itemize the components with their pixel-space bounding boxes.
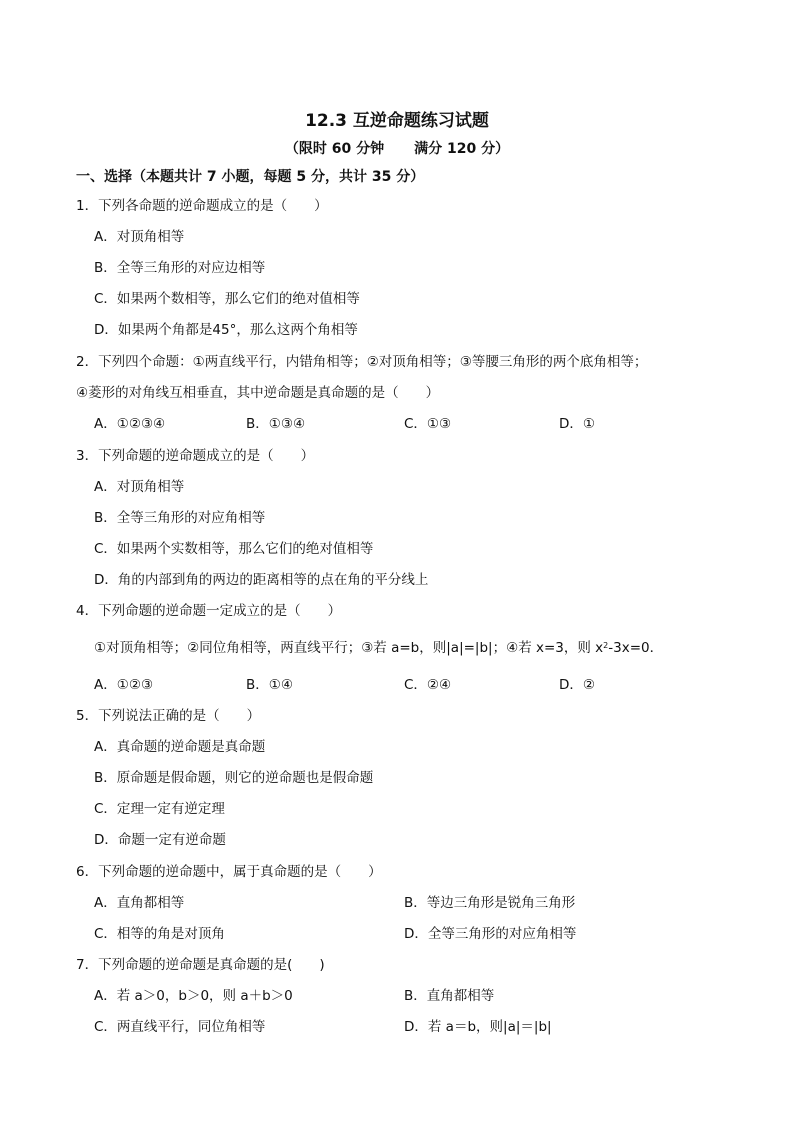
question-4-stem: 4．下列命题的逆命题一定成立的是（ ） <box>76 603 342 619</box>
document-subtitle <box>0 138 794 158</box>
question-4-statements-main: ①对顶角相等；②同位角相等，两直线平行；③若 a=b，则|a|=|b|；④若 x=3，则 x <box>94 640 604 656</box>
question-4-option-b: B．①④ <box>246 677 293 693</box>
question-5-option-b: B．原命题是假命题，则它的逆命题也是假命题 <box>94 770 374 786</box>
question-6-stem: 6．下列命题的逆命题中，属于真命题的是（ ） <box>76 864 382 880</box>
question-5-option-a: A．真命题的逆命题是真命题 <box>94 739 266 755</box>
question-2-stem-continued: ④菱形的对角线互相垂直，其中逆命题是真命题的是（ ） <box>76 385 440 401</box>
question-7-stem: 7．下列命题的逆命题是真命题的是( ) <box>76 957 325 973</box>
question-3-option-b: B．全等三角形的对应角相等 <box>94 510 266 526</box>
question-5-stem: 5．下列说法正确的是（ ） <box>76 708 261 724</box>
question-3-stem: 3．下列命题的逆命题成立的是（ ） <box>76 448 315 464</box>
full-score: 满分 120 分） <box>414 141 510 157</box>
question-4-statements <box>94 639 663 657</box>
time-limit: （限时 60 分钟 <box>284 141 385 157</box>
question-1-option-b: B．全等三角形的对应边相等 <box>94 260 266 276</box>
question-3-option-c: C．如果两个实数相等，那么它们的绝对值相等 <box>94 541 374 557</box>
document-title: 12.3 互逆命题练习试题 <box>305 111 489 131</box>
question-1-option-a: A．对顶角相等 <box>94 229 185 245</box>
question-2-option-a: A．①②③④ <box>94 416 166 432</box>
question-2-option-b: B．①③④ <box>246 416 306 432</box>
question-7-option-a: A．若 a＞0，b＞0，则 a＋b＞0 <box>94 988 293 1004</box>
question-4-option-d: D．② <box>559 677 595 693</box>
question-5-option-d: D．命题一定有逆命题 <box>94 832 226 848</box>
question-3-option-d: D．角的内部到角的两边的距离相等的点在角的平分线上 <box>94 572 429 588</box>
question-7-option-b: B．直角都相等 <box>404 988 495 1004</box>
question-7-option-d: D．若 a＝b，则|a|＝|b| <box>404 1019 552 1035</box>
question-1-option-c: C．如果两个数相等，那么它们的绝对值相等 <box>94 291 360 307</box>
question-7-option-c: C．两直线平行，同位角相等 <box>94 1019 266 1035</box>
question-3-option-a: A．对顶角相等 <box>94 479 185 495</box>
question-5-option-c: C．定理一定有逆定理 <box>94 801 225 817</box>
section-heading: 一、选择（本题共计 7 小题，每题 5 分，共计 35 分） <box>76 169 425 185</box>
question-2-option-c: C．①③ <box>404 416 452 432</box>
question-2-stem: 2．下列四个命题：①两直线平行，内错角相等；②对顶角相等；③等腰三角形的两个底角相等； <box>76 354 648 370</box>
question-6-option-d: D．全等三角形的对应角相等 <box>404 926 577 942</box>
question-4-option-a: A．①②③ <box>94 677 154 693</box>
exponent: 2 <box>603 641 609 650</box>
question-1-option-d: D．如果两个角都是45°，那么这两个角相等 <box>94 322 358 338</box>
question-4-statements-end: -3x=0． <box>608 640 664 656</box>
question-1-stem: 1．下列各命题的逆命题成立的是（ ） <box>76 198 328 214</box>
question-2-option-d: D．① <box>559 416 595 432</box>
question-4-option-c: C．②④ <box>404 677 452 693</box>
question-6-option-a: A．直角都相等 <box>94 895 185 911</box>
question-6-option-c: C．相等的角是对顶角 <box>94 926 225 942</box>
question-6-option-b: B．等边三角形是锐角三角形 <box>404 895 576 911</box>
